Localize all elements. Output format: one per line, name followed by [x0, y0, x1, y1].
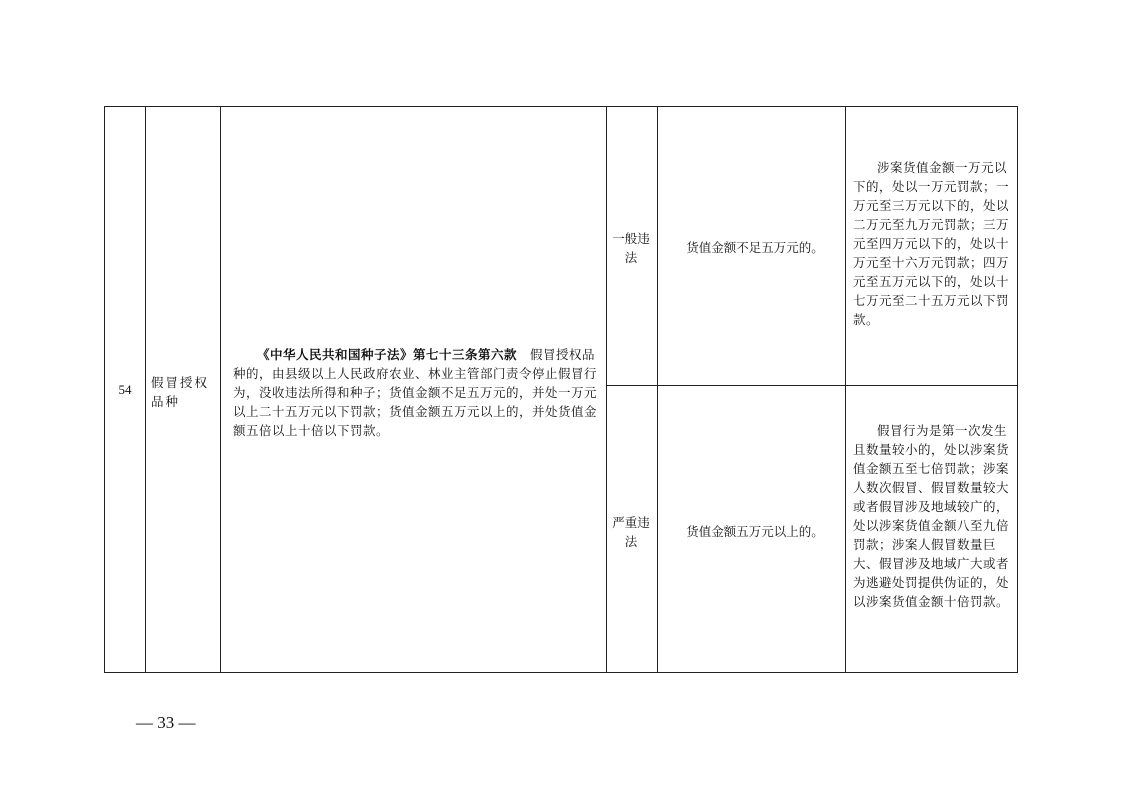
column-divider	[657, 107, 658, 672]
condition-general: 货值金额不足五万元的。	[686, 240, 824, 255]
level-serious: 严重违法	[612, 515, 650, 549]
row-divider	[606, 385, 1017, 386]
penalty-table	[104, 106, 1018, 673]
penalty-serious: 假冒行为是第一次发生且数量较小的，处以涉案货值金额五至七倍罚款；涉案人数次假冒、假冒数量较大或者假冒涉及地域较广的，处以涉案货值金额八至九倍罚款；涉案人假冒数量巨大、假冒涉及地域广大或者为逃避处罚提供伪证的，处以涉案货值金额十倍罚款。	[853, 423, 1010, 609]
legal-basis	[233, 345, 603, 440]
item-name: 假冒授权品种	[151, 375, 210, 409]
column-divider	[606, 107, 607, 672]
legal-basis-citation: 《中华人民共和国种子法》第七十三条第六款	[257, 347, 518, 362]
legal-basis-text: 假冒授权品种的，由县级以上人民政府农业、林业主管部门责令停止假冒行为，没收违法所得和种子；货值金额不足五万元的，并处一万元以上二十五万元以下罚款；货值金额五万元以上的，并处货值金额五倍以上十倍以下罚款。	[233, 347, 598, 438]
column-divider	[845, 107, 846, 672]
penalty-general: 涉案货值金额一万元以下的，处以一万元罚款；一万元至三万元以下的，处以二万元至九万元罚款；三万元至四万元以下的，处以十万元至十六万元罚款；四万元至五万元以下的，处以十七万元至二十五万元以下罚款。	[853, 160, 1010, 327]
row-number: 54	[118, 382, 132, 397]
condition-serious: 货值金额五万元以上的。	[686, 524, 824, 539]
level-general: 一般违法	[612, 231, 650, 265]
column-divider	[145, 107, 146, 672]
column-divider	[220, 107, 221, 672]
page-number: — 33 —	[136, 713, 196, 732]
